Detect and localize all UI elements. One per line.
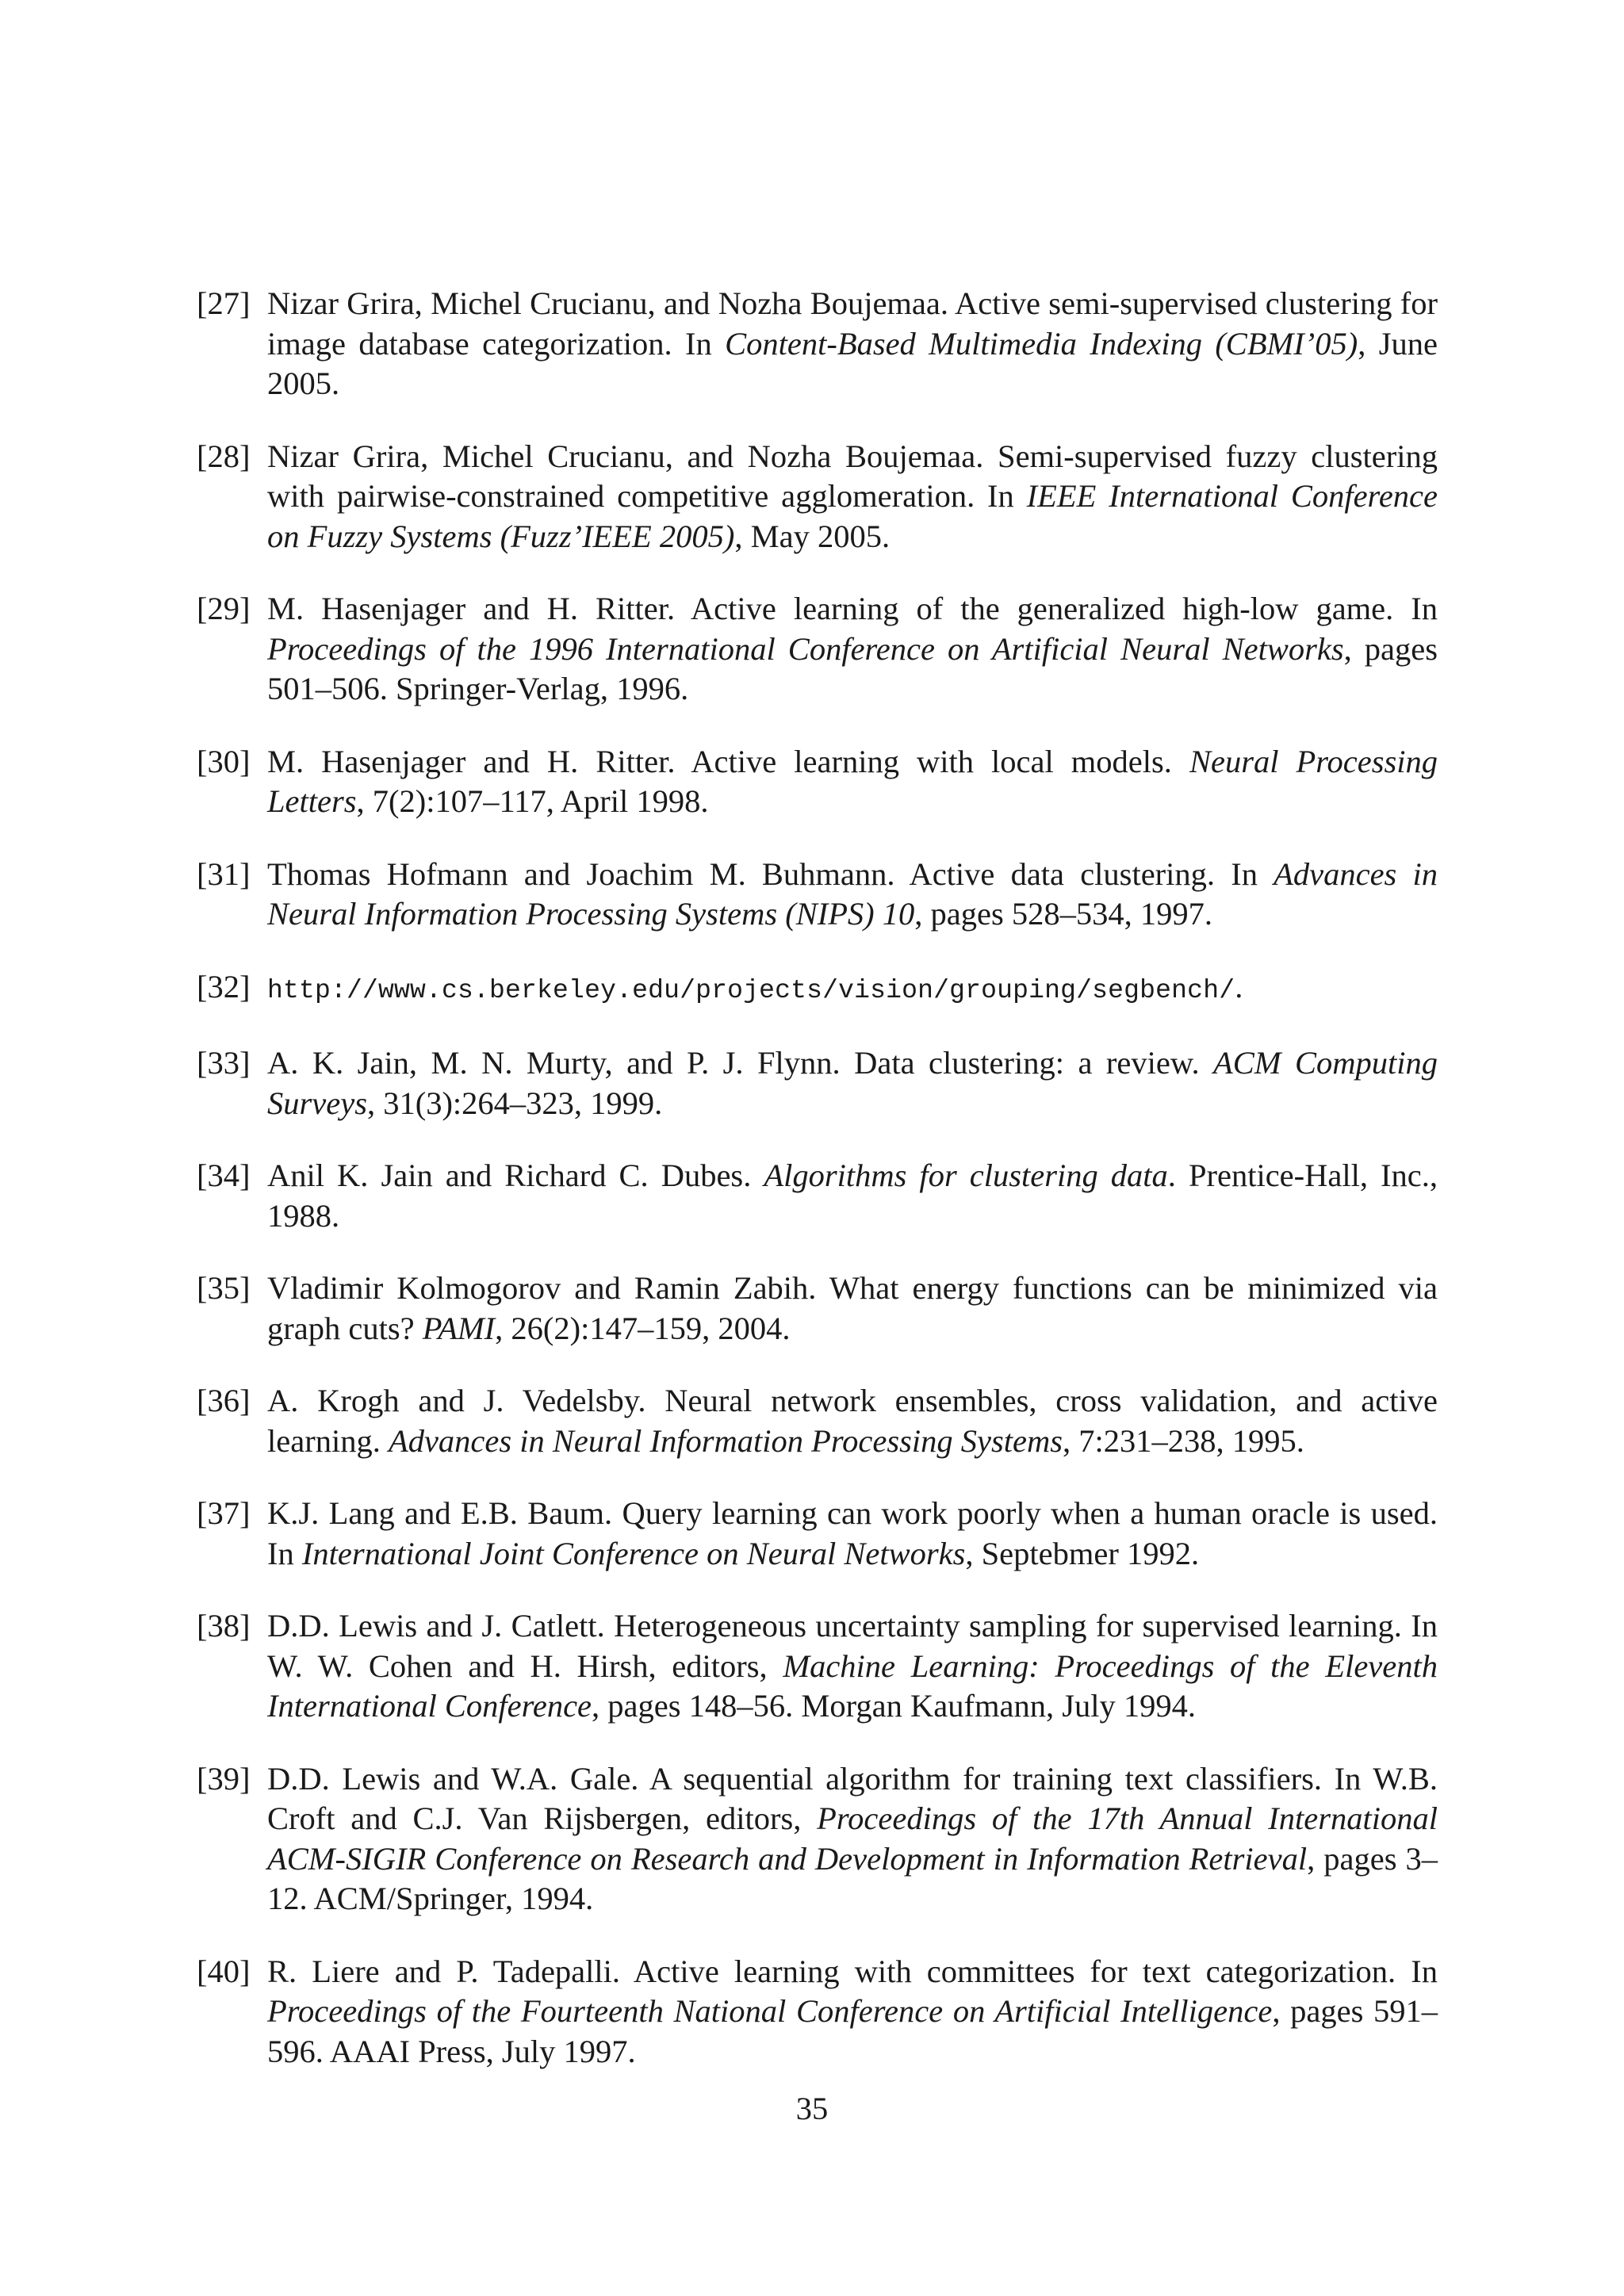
reference-item xyxy=(197,1606,1438,1727)
reference-number: [31] xyxy=(197,855,251,892)
page-number: 35 xyxy=(795,2091,829,2126)
reference-text xyxy=(267,1383,1438,1459)
reference-segment: Thomas Hofmann and Joachim M. Buhmann. Active data clustering. In xyxy=(267,855,1274,892)
reference-text xyxy=(267,1270,1438,1346)
reference-number: [33] xyxy=(197,1045,251,1081)
reference-item xyxy=(197,1269,1438,1349)
reference-segment: Vladimir Kolmogorov and Ramin Zabih. What energy functions can be minimized via graph cuts? xyxy=(267,1270,1438,1346)
reference-segment: A. K. Jain, M. N. Murty, and P. J. Flynn. Data clustering: a review. xyxy=(267,1045,1214,1081)
reference-url: http://www.cs.berkeley.edu/projects/vision/grouping/segbench/ xyxy=(267,975,1235,1005)
reference-number: [36] xyxy=(197,1383,251,1418)
reference-segment: , Septebmer 1992. xyxy=(965,1535,1200,1571)
reference-item xyxy=(197,284,1438,404)
reference-segment: R. Liere and P. Tadepalli. Active learning with committees for text categorization. In xyxy=(267,1953,1438,1989)
reference-segment: M. Hasenjager and H. Ritter. Active learning of the generalized high-low game. In xyxy=(267,591,1438,626)
reference-item xyxy=(197,589,1438,710)
reference-number: [32] xyxy=(197,968,251,1004)
reference-segment: Nizar Grira, Michel Crucianu, and Nozha Boujemaa. Active semi-supervised clustering for image database categorization. In xyxy=(267,285,1438,362)
reference-segment: Nizar Grira, Michel Crucianu, and Nozha Boujemaa. Semi-supervised fuzzy clustering with pairwise-constrained competitive agglomeration. In xyxy=(267,438,1438,514)
reference-number: [30] xyxy=(197,743,251,779)
reference-venue: Advances in Neural Information Processing Systems (NIPS) 10 xyxy=(267,855,1438,932)
reference-segment: , pages 3–12. ACM/Springer, 1994. xyxy=(267,1840,1438,1916)
reference-number: [27] xyxy=(197,285,251,321)
reference-text xyxy=(267,285,1438,401)
reference-text xyxy=(267,591,1438,706)
reference-text xyxy=(267,1608,1438,1724)
reference-list xyxy=(197,284,1438,2104)
reference-venue: Content-Based Multimedia Indexing (CBMI’05) xyxy=(725,325,1358,362)
reference-venue: Proceedings of the 17th Annual International ACM-SIGIR Conference on Research and Development in Information Retrieval xyxy=(267,1800,1438,1877)
reference-number: [38] xyxy=(197,1608,251,1644)
reference-item xyxy=(197,437,1438,557)
reference-number: [39] xyxy=(197,1760,251,1797)
reference-segment: D.D. Lewis and W.A. Gale. A sequential algorithm for training text classifiers. In W.B. Croft and C.J. Van Rijsbergen, editors, xyxy=(267,1760,1438,1836)
reference-venue: Algorithms for clustering data xyxy=(764,1158,1168,1193)
reference-item xyxy=(197,967,1438,1012)
reference-number: [28] xyxy=(197,438,251,474)
reference-number: [40] xyxy=(197,1953,251,1989)
reference-text xyxy=(267,1158,1438,1234)
reference-item xyxy=(197,1156,1438,1236)
reference-venue: IEEE International Conference on Fuzzy Systems (Fuzz’IEEE 2005) xyxy=(267,478,1438,554)
reference-item xyxy=(197,1759,1438,1919)
reference-number: [29] xyxy=(197,591,251,626)
reference-number: [35] xyxy=(197,1270,251,1306)
reference-venue: ACM Computing Surveys xyxy=(267,1045,1438,1121)
reference-venue: Machine Learning: Proceedings of the Eleventh International Conference xyxy=(267,1647,1438,1724)
reference-text xyxy=(267,856,1438,932)
reference-segment: , pages 591–596. AAAI Press, July 1997. xyxy=(267,1993,1438,2069)
reference-venue: Neural Processing Letters xyxy=(267,743,1438,819)
reference-number: [37] xyxy=(197,1495,251,1531)
reference-segment: , 7(2):107–117, April 1998. xyxy=(356,783,709,819)
reference-venue: Proceedings of the 1996 International Conference on Artificial Neural Networks xyxy=(267,630,1344,667)
reference-segment: , 31(3):264–323, 1999. xyxy=(366,1085,663,1121)
reference-segment: , June 2005. xyxy=(267,325,1438,401)
reference-segment: K.J. Lang and E.B. Baum. Query learning can work poorly when a human oracle is used. In xyxy=(267,1495,1438,1571)
reference-text xyxy=(267,1045,1438,1121)
reference-text xyxy=(267,1495,1438,1571)
reference-segment: , pages 528–534, 1997. xyxy=(914,896,1213,932)
reference-item xyxy=(197,1494,1438,1574)
reference-text xyxy=(267,1761,1438,1917)
reference-number: [34] xyxy=(197,1158,251,1193)
reference-segment: , 7:231–238, 1995. xyxy=(1062,1422,1304,1459)
reference-segment: , pages 148–56. Morgan Kaufmann, July 1994. xyxy=(592,1688,1196,1724)
reference-segment: , pages 501–506. Springer-Verlag, 1996. xyxy=(267,630,1438,706)
reference-segment: M. Hasenjager and H. Ritter. Active learning with local models. xyxy=(267,743,1189,779)
reference-segment: D.D. Lewis and J. Catlett. Heterogeneous uncertainty sampling for supervised learning. In W. W. Cohen and H. Hirsh, editors, xyxy=(267,1608,1438,1684)
reference-item xyxy=(197,855,1438,935)
reference-segment: , May 2005. xyxy=(734,518,891,554)
reference-item xyxy=(197,1952,1438,2072)
reference-text xyxy=(267,969,1243,1004)
reference-segment: Anil K. Jain and Richard C. Dubes. xyxy=(267,1158,764,1193)
reference-segment: A. Krogh and J. Vedelsby. Neural network ensembles, cross validation, and active learning. xyxy=(267,1383,1438,1459)
reference-item xyxy=(197,742,1438,822)
reference-segment: . xyxy=(1235,968,1243,1004)
reference-text xyxy=(267,744,1438,820)
reference-item xyxy=(197,1381,1438,1461)
reference-text xyxy=(267,1954,1438,2069)
reference-venue: Advances in Neural Information Processing Systems xyxy=(388,1422,1063,1459)
reference-item xyxy=(197,1043,1438,1123)
reference-segment: . Prentice-Hall, Inc., 1988. xyxy=(267,1158,1438,1234)
reference-text xyxy=(267,438,1438,554)
reference-venue: International Joint Conference on Neural Networks xyxy=(301,1535,966,1571)
reference-venue: PAMI xyxy=(422,1310,496,1346)
reference-segment: , 26(2):147–159, 2004. xyxy=(495,1310,791,1346)
reference-venue: Proceedings of the Fourteenth National Conference on Artificial Intelligence xyxy=(267,1993,1273,2029)
